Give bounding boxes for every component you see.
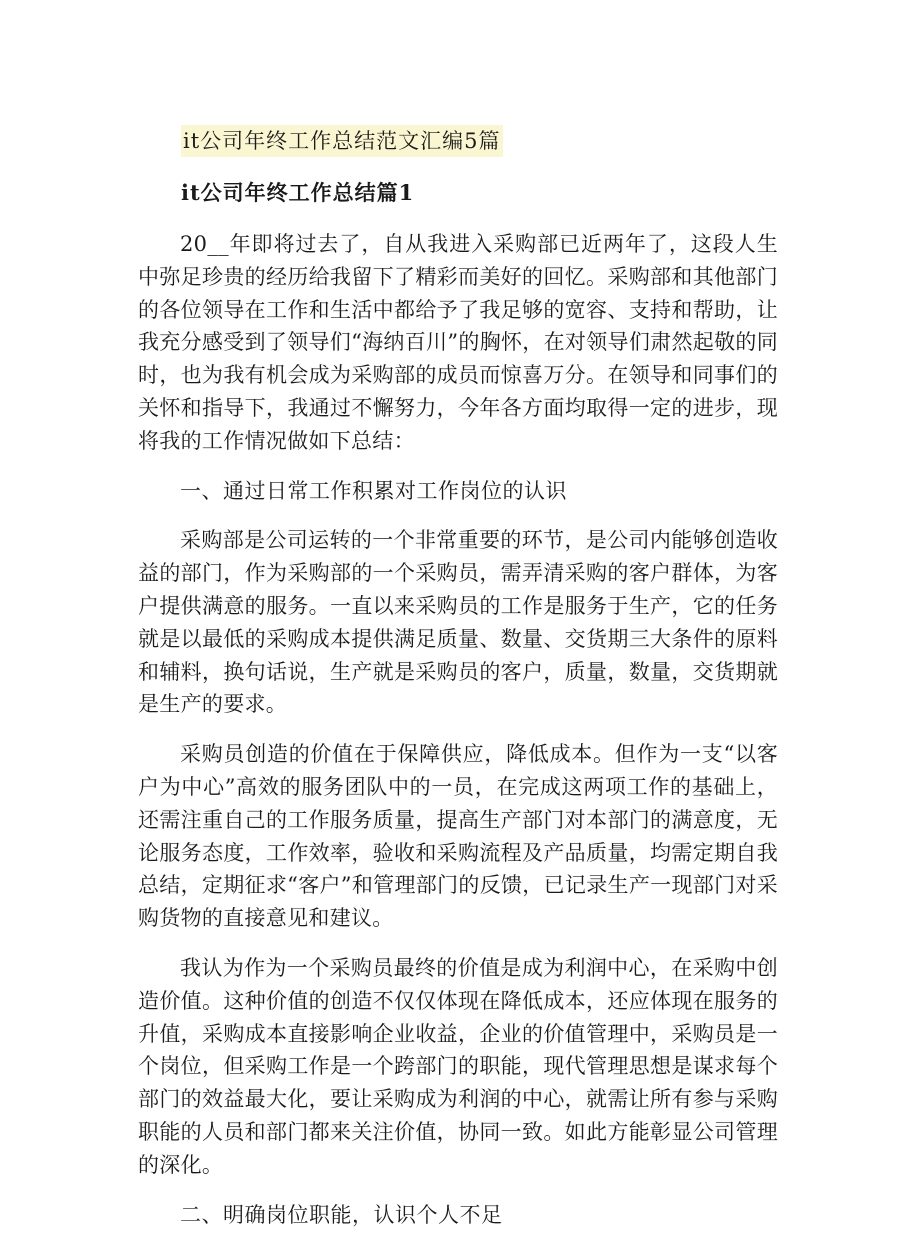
- subheading-two: 二、明确岗位职能，认识个人不足: [180, 1202, 503, 1227]
- paragraph-profit-center: 我认为作为一个采购员最终的价值是成为利润中心，在采购中创造价值。这种价值的创造不仅仅体现在降低成本，还应体现在服务的升值，采购成本直接影响企业收益，企业的价值管理中，采购员是一个岗位，但采购工作是一个跨部门的职能，现代管理思想是谋求每个部门的效益最大化，要让采购成为利润的中心，就需让所有参与采购职能的人员和部门都来关注价值，协同一致。如此方能彰显公司管理的深化。: [138, 955, 778, 1177]
- paragraph-intro: 20__年即将过去了，自从我进入采购部已近两年了，这段人生中弥足珍贵的经历给我留下了精彩而美好的回忆。采购部和其他部门的各位领导在工作和生活中都给予了我足够的宽容、支持和帮助，让我充分感受到了领导们“海纳百川”的胸怀，在对领导们肃然起敬的同时，也为我有机会成为采购部的成员而惊喜万分。在领导和同事们的关怀和指导下，我通过不懈努力，今年各方面均取得一定的进步，现将我的工作情况做如下总结：: [138, 232, 778, 453]
- document-body: [138, 228, 778, 1248]
- document-title: it公司年终工作总结范文汇编5篇: [181, 125, 503, 157]
- subheading-one: 一、通过日常工作积累对工作岗位的认识: [180, 478, 567, 503]
- section-heading: it公司年终工作总结篇1: [181, 180, 415, 205]
- paragraph-value-creation: 采购员创造的价值在于保障供应，降低成本。但作为一支“以客户为中心”高效的服务团队中的一员，在完成这两项工作的基础上，还需注重自己的工作服务质量，提高生产部门对本部门的满意度，无论服务态度，工作效率，验收和采购流程及产品质量，均需定期自我总结，定期征求“客户”和管理部门的反馈，已记录生产一现部门对采购货物的直接意见和建议。: [138, 742, 778, 931]
- paragraph-purchasing-role: 采购部是公司运转的一个非常重要的环节，是公司内能够创造收益的部门，作为采购部的一个采购员，需弄清采购的客户群体，为客户提供满意的服务。一直以来采购员的工作是服务于生产，它的任务就是以最低的采购成本提供满足质量、数量、交货期三大条件的原料和辅料，换句话说，生产就是采购员的客户，质量，数量，交货期就是生产的要求。: [138, 528, 778, 717]
